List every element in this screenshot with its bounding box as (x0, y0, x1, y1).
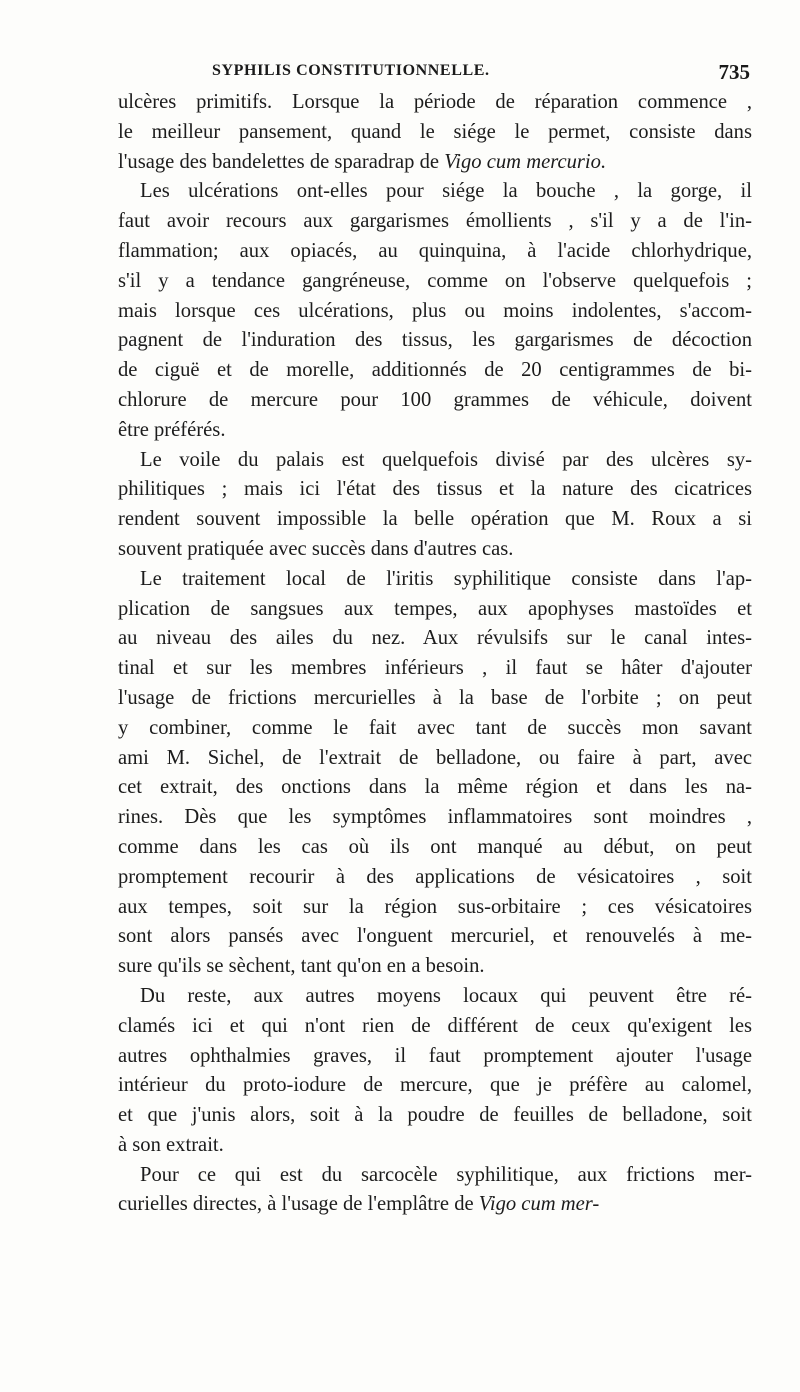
text-line: autres ophthalmies graves, il faut promptement ajouter l'usage (118, 1044, 752, 1067)
page-header (118, 60, 750, 86)
running-head: SYPHILIS CONSTITUTIONNELLE. (212, 62, 490, 79)
text-line: mais lorsque ces ulcérations, plus ou moins indolentes, s'accom- (118, 299, 752, 322)
text-line: être préférés. (118, 418, 226, 441)
text-line: rines. Dès que les symptômes inflammatoires sont moindres , (118, 806, 752, 829)
text-line: aux tempes, soit sur la région sus-orbitaire ; ces vésicatoires (118, 895, 752, 918)
text-line: faut avoir recours aux gargarismes émollients , s'il y a de l'in- (118, 210, 752, 233)
text-line: au niveau des ailes du nez. Aux révulsifs sur le canal intes- (118, 627, 752, 650)
paragraph-start-line: Le voile du palais est quelquefois divisé par des ulcères sy- (140, 448, 752, 471)
text-line: y combiner, comme le fait avec tant de succès mon savant (118, 716, 752, 739)
text-line: sont alors pansés avec l'onguent mercuriel, et renouvelés à me- (118, 925, 752, 948)
text-line: s'il y a tendance gangréneuse, comme on l'observe quelquefois ; (118, 269, 752, 292)
paragraph-start-line: Pour ce qui est du sarcocèle syphilitique, aux frictions mer- (140, 1163, 752, 1186)
text-line: philitiques ; mais ici l'état des tissus et la nature des cicatrices (118, 478, 752, 501)
text-line: chlorure de mercure pour 100 grammes de véhicule, doivent (118, 388, 752, 411)
text-line: rendent souvent impossible la belle opération que M. Roux a si (118, 508, 752, 531)
text-line: plication de sangsues aux tempes, aux apophyses mastoïdes et (118, 597, 752, 620)
text-line: pagnent de l'induration des tissus, les gargarismes de décoction (118, 329, 752, 352)
text-line: de ciguë et de morelle, additionnés de 20 centigrammes de bi- (118, 359, 752, 382)
paragraph-start-line: Le traitement local de l'iritis syphilitique consiste dans l'ap- (140, 567, 752, 590)
text-line: l'usage de frictions mercurielles à la base de l'orbite ; on peut (118, 686, 752, 709)
text-segment: l'usage des bandelettes de sparadrap de (118, 150, 440, 173)
text-line: et que j'unis alors, soit à la poudre de feuilles de belladone, soit (118, 1104, 752, 1127)
text-line: sure qu'ils se sèchent, tant qu'on en a besoin. (118, 955, 485, 978)
text-line: promptement recourir à des applications de vésicatoires , soit (118, 865, 752, 888)
paragraph-start-line: Les ulcérations ont-elles pour siége la bouche , la gorge, il (140, 180, 752, 203)
paragraph-start-line: Du reste, aux autres moyens locaux qui peuvent être ré- (140, 984, 752, 1007)
text-line (118, 1190, 752, 1220)
text-line: flammation; aux opiacés, au quinquina, à l'acide chlorhydrique, (118, 239, 752, 262)
text-line: à son extrait. (118, 1133, 224, 1156)
text-line: intérieur du proto-iodure de mercure, que je préfère au calomel, (118, 1074, 752, 1097)
italic-term: Vigo cum mercurio. (444, 150, 607, 173)
text-line: ulcères primitifs. Lorsque la période de réparation commence , (118, 91, 752, 113)
text-line: clamés ici et qui n'ont rien de différent de ceux qu'exigent les (118, 1014, 752, 1037)
text-line: tinal et sur les membres inférieurs , il faut se hâter d'ajouter (118, 657, 752, 680)
body-text (118, 88, 752, 1220)
text-line (118, 148, 752, 178)
text-segment: curielles directes, à l'usage de l'emplâtre de (118, 1193, 474, 1216)
text-line: le meilleur pansement, quand le siége le permet, consiste dans (118, 120, 752, 143)
text-line: cet extrait, des onctions dans la même région et dans les na- (118, 776, 752, 799)
page-number: 735 (718, 60, 750, 84)
text-line: ami M. Sichel, de l'extrait de belladone, ou faire à part, avec (118, 746, 752, 769)
italic-term: Vigo cum mer- (478, 1193, 600, 1216)
text-line: comme dans les cas où ils ont manqué au début, on peut (118, 835, 752, 858)
text-line: souvent pratiquée avec succès dans d'autres cas. (118, 537, 514, 560)
